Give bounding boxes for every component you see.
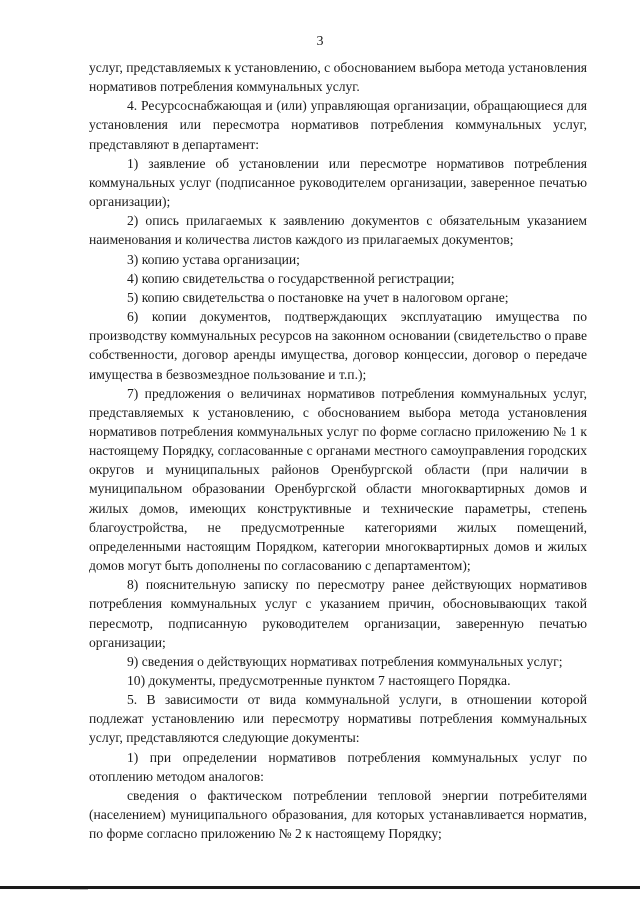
paragraph-5: 4) копию свидетельства о государственной регистрации; xyxy=(127,270,455,286)
paragraph-0: услуг, представляемых к установлению, с обоснованием выбора метода установления нормативов потребления коммунальных услуг. xyxy=(89,60,587,95)
page-number: 3 xyxy=(316,34,324,49)
margin-mark xyxy=(70,889,88,890)
paragraph-6: 5) копию свидетельства о постановке на учет в налоговом органе; xyxy=(127,289,509,305)
paragraph-3: 2) опись прилагаемых к заявлению документов с обязательным указанием наименования и количества листов каждого из прилагаемых документов; xyxy=(89,213,587,248)
document-body xyxy=(89,58,587,843)
paragraph-4: 3) копию устава организации; xyxy=(127,251,300,267)
paragraph-11: 10) документы, предусмотренные пунктом 7 настоящего Порядка. xyxy=(127,673,511,688)
paragraph-12: 5. В зависимости от вида коммунальной услуги, в отношении которой подлежат установлению или пересмотру нормативы потребления коммунальных услуг, представляются следующие документы: xyxy=(89,692,587,746)
paragraph-9: 8) пояснительную записку по пересмотру ранее действующих нормативов потребления коммунальных услуг с указанием причин, обосновывающих такой пересмотр, подписанную руководителем организации, заверенную печатью организации; xyxy=(89,577,587,650)
paragraph-7: 6) копии документов, подтверждающих эксплуатацию имущества по производству коммунальных ресурсов на законном основании (свидетельство о праве собственности, договор аренды имущества, договор концессии, договор о передаче имущества в безвозмездное пользование и т.п.); xyxy=(89,309,587,382)
paragraph-10: 9) сведения о действующих нормативах потребления коммунальных услуг; xyxy=(127,653,563,669)
paragraph-13: 1) при определении нормативов потребления коммунальных услуг по отоплению методом аналогов: xyxy=(89,749,587,784)
bottom-rule xyxy=(0,886,640,889)
paragraph-2: 1) заявление об установлении или пересмотре нормативов потребления коммунальных услуг (подписанное руководителем организации, заверенное печатью организации); xyxy=(89,155,587,210)
paragraph-1: 4. Ресурсоснабжающая и (или) управляющая организации, обращающиеся для установления или пересмотра нормативов потребления коммунальных услуг, представляют в департамент: xyxy=(89,98,587,152)
paragraph-14: сведения о фактическом потреблении тепловой энергии потребителями (населением) муниципального образования, для которых устанавливается норматив, по форме согласно приложению № 2 к настоящему Порядку; xyxy=(89,787,587,842)
paragraph-8: 7) предложения о величинах нормативов потребления коммунальных услуг, представляемых к установлению, с обоснованием выбора метода установления нормативов потребления коммунальных услуг по форме согласно приложению № 1 к настоящему Порядку, согласованные с органами местного самоуправления городских округов и муниципальных районов Оренбургской области (при наличии в муниципальном образовании Оренбургской области многоквартирных домов и жилых домов, имеющих конструктивные и технические параметры, степень благоустройства, не предусмотренные категориями жилых помещений, определенными настоящим Порядком, категории многоквартирных домов и жилых домов могут быть дополнены по согласованию с департаментом); xyxy=(89,385,587,574)
